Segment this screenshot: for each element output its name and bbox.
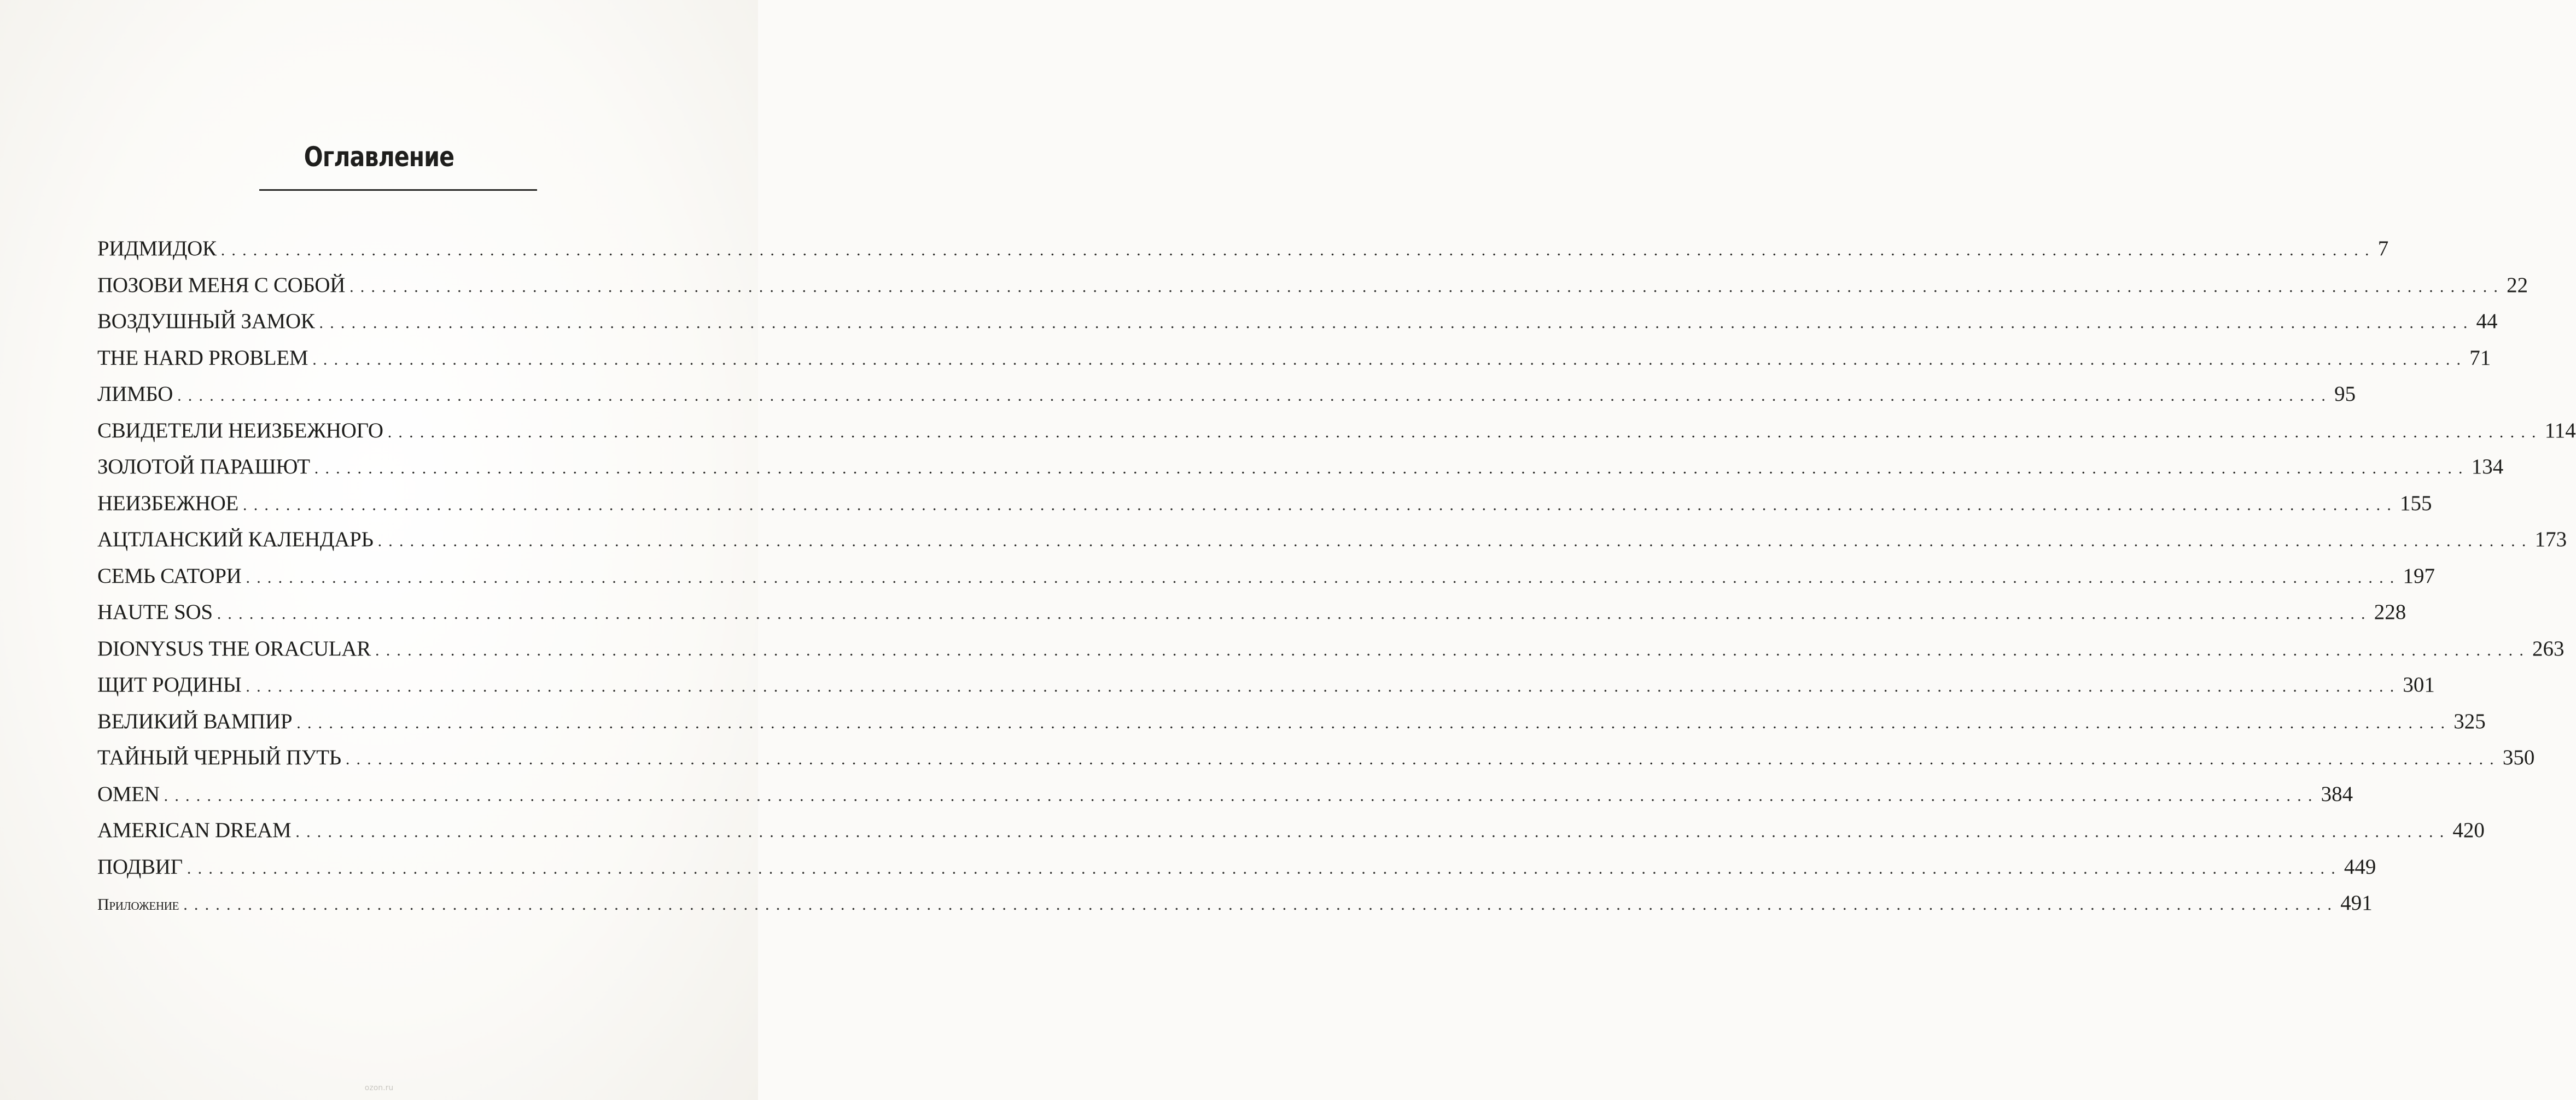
toc-entry-title: ПОДВИГ xyxy=(97,855,183,879)
toc-entry[interactable] xyxy=(97,600,2406,636)
toc-entry[interactable] xyxy=(97,564,2435,600)
toc-entry-title: ЛИМБО xyxy=(97,382,173,406)
toc-entry-title: AMERICAN DREAM xyxy=(97,818,292,842)
toc-entry-page: 134 xyxy=(2471,455,2504,478)
toc-entry[interactable] xyxy=(97,527,2567,564)
toc-entry-title: THE HARD PROBLEM xyxy=(97,346,308,370)
dot-leader: ........................................................................................................................................................................................................ xyxy=(243,495,2398,514)
toc-entry-page: 22 xyxy=(2507,273,2528,297)
toc-entry-page: 7 xyxy=(2377,237,2389,260)
toc-entry[interactable] xyxy=(97,855,2376,891)
toc-entry-title: АЦТЛАНСКИЙ КАЛЕНДАРЬ xyxy=(97,528,374,551)
toc-entry[interactable] xyxy=(97,636,2565,673)
toc-entry-title: ЗОЛОТОЙ ПАРАШЮТ xyxy=(97,455,310,478)
toc-entry-page: 384 xyxy=(2321,782,2353,806)
dot-leader: ........................................................................................................................................................................................................ xyxy=(387,423,2543,441)
toc-entry[interactable] xyxy=(97,491,2432,528)
toc-entry[interactable] xyxy=(97,782,2353,818)
toc-entry-title: DIONYSUS THE ORACULAR xyxy=(97,636,371,660)
dot-leader: ........................................................................................................................................................................................................ xyxy=(345,750,2501,768)
toc-entry-page: 71 xyxy=(2469,346,2491,370)
toc-entry[interactable] xyxy=(97,709,2486,746)
toc-entry[interactable] xyxy=(97,273,2528,309)
toc-entry-page: 114 xyxy=(2544,418,2576,442)
toc-entry[interactable] xyxy=(97,672,2435,709)
toc-entry-title: СЕМЬ САТОРИ xyxy=(97,564,242,588)
toc-entry-page: 197 xyxy=(2403,564,2435,588)
dot-leader: ........................................................................................................................................................................................................ xyxy=(319,314,2474,332)
toc-entry-page: 491 xyxy=(2340,891,2373,915)
toc-entry-title: Приложение xyxy=(97,896,179,914)
table-of-contents xyxy=(97,236,2576,927)
toc-entry-page: 420 xyxy=(2452,818,2485,842)
toc-entry-page: 325 xyxy=(2453,709,2486,733)
toc-entry-page: 350 xyxy=(2502,746,2535,769)
toc-entry-title: СВИДЕТЕЛИ НЕИЗБЕЖНОГО xyxy=(97,418,383,442)
dot-leader: ........................................................................................................................................................................................................ xyxy=(349,277,2505,296)
toc-entry[interactable] xyxy=(97,418,2576,455)
toc-entry-title: ЩИТ РОДИНЫ xyxy=(97,673,242,697)
dot-leader: ........................................................................................................................................................................................................ xyxy=(187,859,2342,877)
dot-leader: ........................................................................................................................................................................................................ xyxy=(246,568,2401,587)
toc-entry-page: 173 xyxy=(2534,528,2567,551)
toc-entry[interactable] xyxy=(97,309,2498,346)
toc-entry-page: 228 xyxy=(2374,600,2406,624)
dot-leader: ........................................................................................................................................................................................................ xyxy=(375,641,2531,659)
dot-leader: ........................................................................................................................................................................................................ xyxy=(295,823,2451,841)
toc-entry-page: 155 xyxy=(2400,491,2432,515)
toc-entry-title: ВЕЛИКИЙ ВАМПИР xyxy=(97,709,293,733)
dot-leader: ........................................................................................................................................................................................................ xyxy=(296,713,2452,732)
dot-leader: ........................................................................................................................................................................................................ xyxy=(220,241,2376,259)
dot-leader: ........................................................................................................................................................................................................ xyxy=(217,605,2372,623)
dot-leader: ........................................................................................................................................................................................................ xyxy=(377,532,2533,550)
toc-entry-page: 301 xyxy=(2403,673,2435,697)
dot-leader: ........................................................................................................................................................................................................ xyxy=(246,677,2401,695)
dot-leader: ........................................................................................................................................................................................................ xyxy=(177,387,2333,405)
dot-leader: ........................................................................................................................................................................................................ xyxy=(183,896,2339,914)
watermark: ozon.ru xyxy=(364,1084,394,1092)
toc-entry-title: ТАЙНЫЙ ЧЕРНЫЙ ПУТЬ xyxy=(97,746,341,769)
toc-entry-page: 263 xyxy=(2532,636,2565,660)
toc-entry[interactable] xyxy=(97,745,2535,782)
dot-leader: ........................................................................................................................................................................................................ xyxy=(314,459,2469,477)
toc-entry-title: OMEN xyxy=(97,782,160,806)
toc-entry[interactable] xyxy=(97,818,2485,855)
toc-entry-page: 449 xyxy=(2344,855,2376,879)
toc-entry-appendix[interactable] xyxy=(97,891,2373,927)
toc-entry-page: 44 xyxy=(2476,309,2498,333)
toc-entry-page: 95 xyxy=(2334,382,2356,406)
toc-entry[interactable] xyxy=(97,454,2504,491)
heading-underline xyxy=(259,189,537,191)
toc-entry[interactable] xyxy=(97,236,2389,273)
toc-heading: Оглавление xyxy=(304,141,454,173)
dot-leader: ........................................................................................................................................................................................................ xyxy=(312,350,2468,368)
toc-entry-title: HAUTE SOS xyxy=(97,600,213,624)
toc-entry-title: НЕИЗБЕЖНОЕ xyxy=(97,491,239,515)
toc-entry[interactable] xyxy=(97,382,2356,418)
toc-entry-title: РИДМИДОК xyxy=(97,237,217,260)
toc-entry[interactable] xyxy=(97,346,2491,382)
toc-entry-title: ПОЗОВИ МЕНЯ С СОБОЙ xyxy=(97,273,346,297)
toc-entry-title: ВОЗДУШНЫЙ ЗАМОК xyxy=(97,309,315,333)
dot-leader: ........................................................................................................................................................................................................ xyxy=(164,786,2319,805)
